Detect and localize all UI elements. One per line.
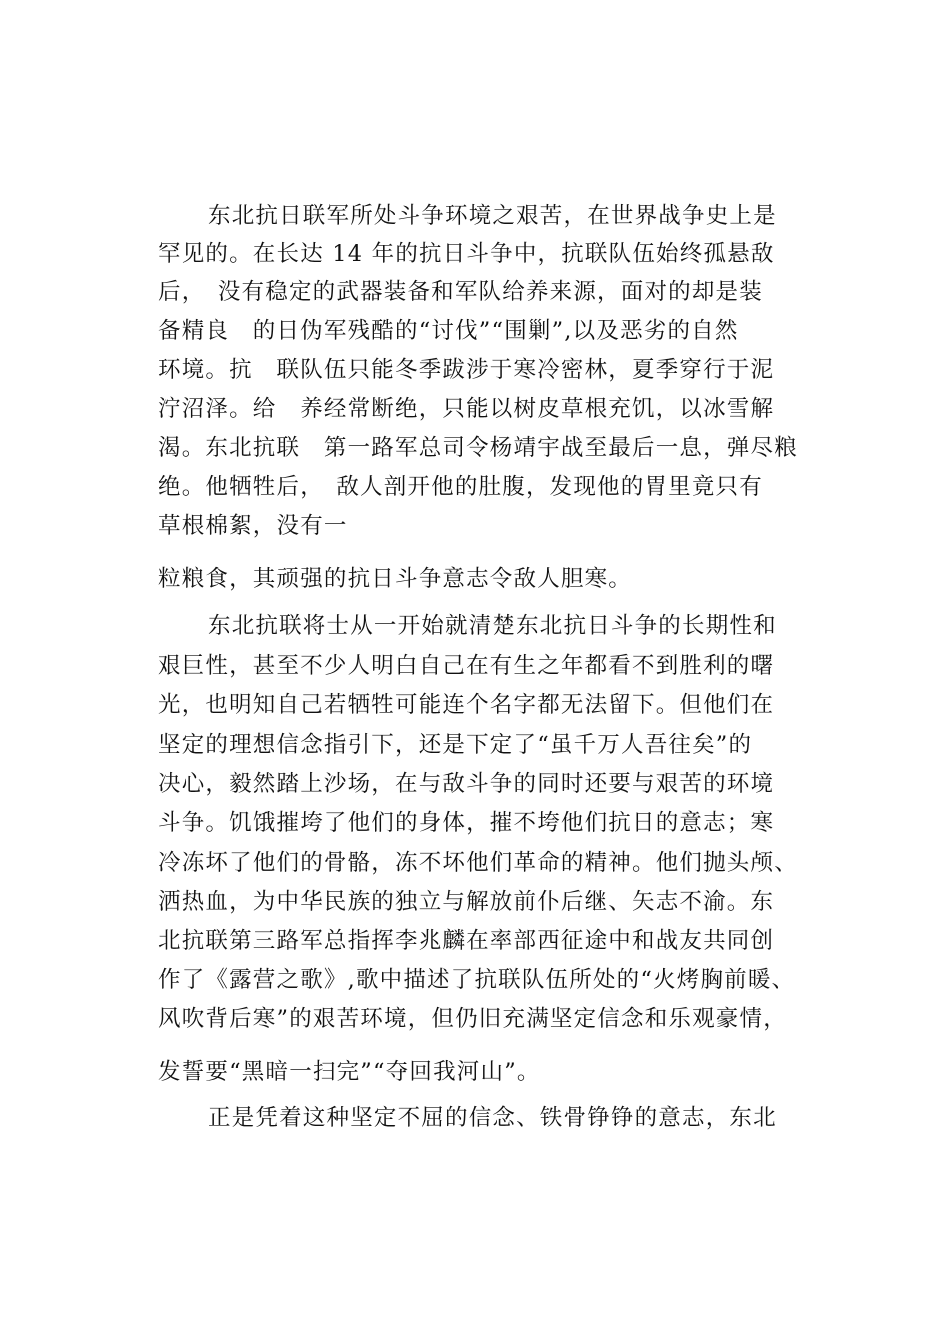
text-line: 环境。抗 联队伍只能冬季跋涉于寒冷密林，夏季穿行于泥 (158, 357, 775, 383)
text-line: 草根棉絮，没有一 (158, 513, 348, 539)
text-line: 光，也明知自己若牺牲可能连个名字都无法留下。但他们在 (158, 692, 775, 718)
text-line: 罕见的。在长达 14 年的抗日斗争中，抗联队伍始终孤悬敌 (158, 241, 775, 267)
text-line: 洒热血，为中华民族的独立与解放前仆后继、矢志不渝。东 (158, 889, 775, 915)
text-line: 冷冻坏了他们的骨骼，冻不坏他们革命的精神。他们抛头颅、 (158, 850, 798, 876)
text-line: 北抗联第三路军总指挥李兆麟在率部西征途中和战友共同创 (158, 928, 775, 954)
text-line: 泞沼泽。给 养经常断绝，只能以树皮草根充饥，以冰雪解 (158, 396, 775, 422)
text-line: 东北抗日联军所处斗争环境之艰苦，在世界战争史上是 (208, 203, 777, 229)
text-line: 正是凭着这种坚定不屈的信念、铁骨铮铮的意志，东北 (208, 1105, 777, 1131)
text-line: 备精良 的日伪军残酷的“讨伐”“围剿”,以及恶劣的自然 (158, 318, 739, 344)
text-line: 绝。他牺牲后， 敌人剖开他的肚腹，发现他的胃里竟只有 (158, 474, 763, 500)
text-line: 发誓要“黑暗一扫完”“夺回我河山”。 (158, 1059, 541, 1085)
text-line: 风吹背后寒”的艰苦环境，但仍旧充满坚定信念和乐观豪情， (158, 1006, 787, 1032)
text-line: 斗争。饥饿摧垮了他们的身体，摧不垮他们抗日的意志；寒 (158, 810, 775, 836)
text-line: 坚定的理想信念指引下，还是下定了“虽千万人吾往矣”的 (158, 732, 753, 758)
text-line: 作了《露营之歌》,歌中描述了抗联队伍所处的“火烤胸前暖、 (158, 967, 796, 993)
text-line: 东北抗联将士从一开始就清楚东北抗日斗争的长期性和 (208, 613, 777, 639)
text-line: 渴。东北抗联 第一路军总司令杨靖宇战至最后一息，弹尽粮 (158, 435, 798, 461)
text-line: 决心，毅然踏上沙场，在与敌斗争的同时还要与艰苦的环境 (158, 771, 775, 797)
text-line: 粒粮食，其顽强的抗日斗争意志令敌人胆寒。 (158, 566, 633, 592)
text-line: 后， 没有稳定的武器装备和军队给养来源，面对的却是装 (158, 279, 763, 305)
text-line: 艰巨性，甚至不少人明白自己在有生之年都看不到胜利的曙 (158, 653, 775, 679)
